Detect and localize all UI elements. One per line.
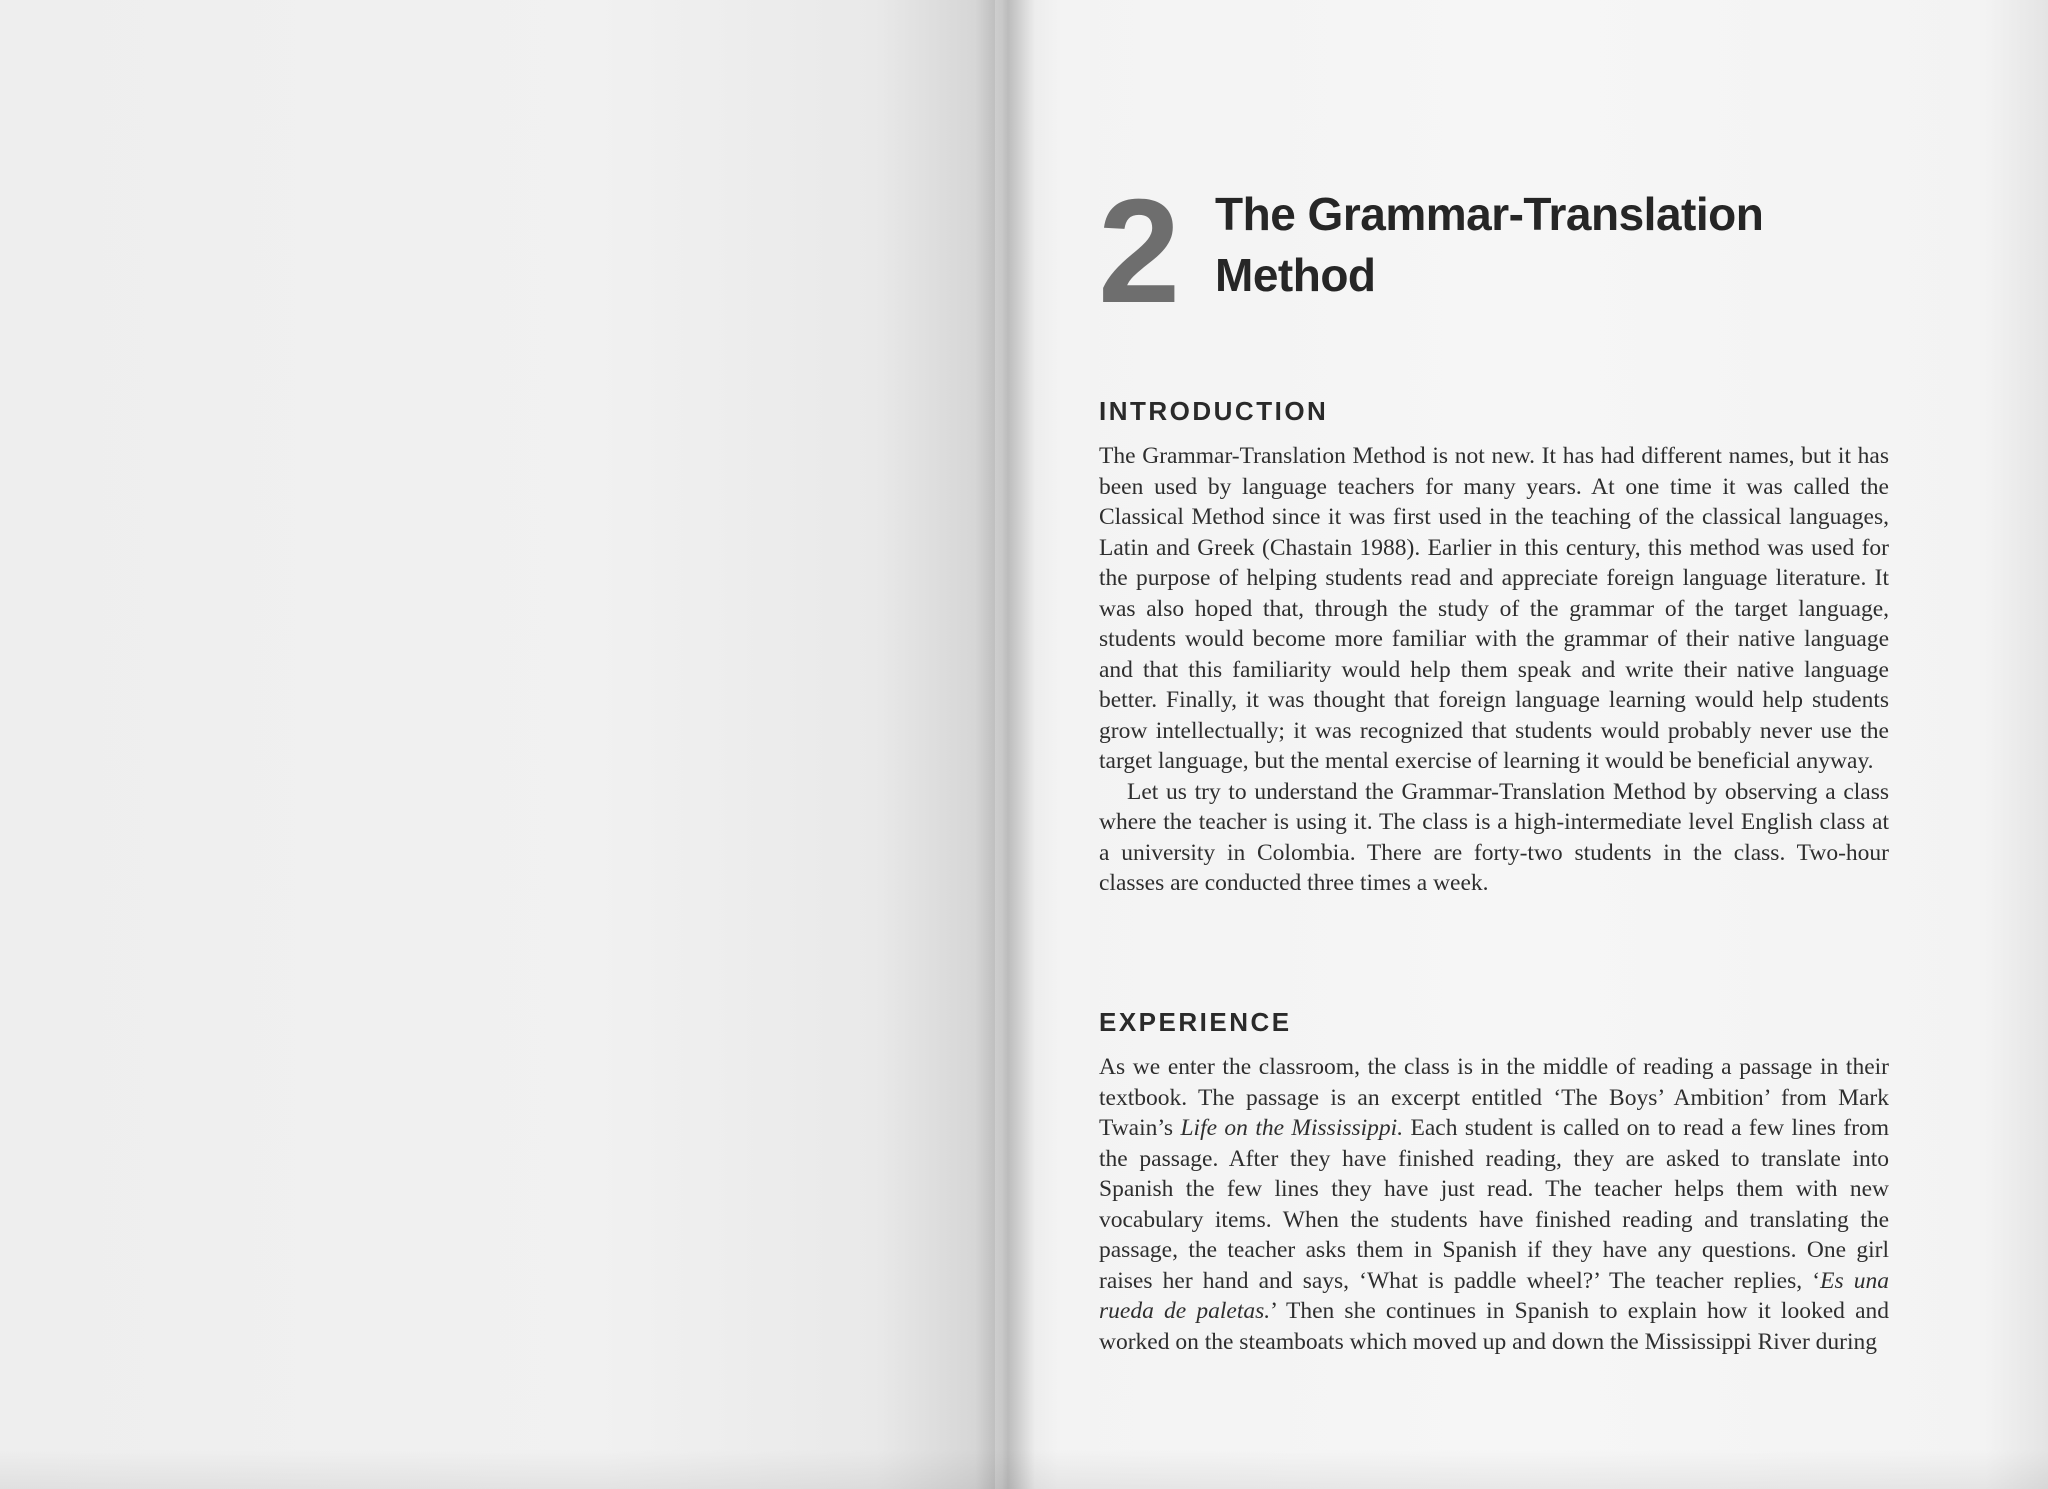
introduction-paragraph-1: The Grammar-Translation Method is not new. It has had different names, but it has been used by language teachers for many years. At one time it was called the Classical Method since it was first used in the teaching of the classical languages, Latin and Greek (Chastain 1988). Earlier in this century, this method was used for the purpose of helping students read and appreciate foreign language literature. It was also hoped that, through the study of the grammar of the target language, students would become more familiar with the grammar of their native language and that this familiarity would help them speak and write their native language better. Finally, it was thought that foreign language learning would help students grow intellectually; it was recognized that students would probably never use the target language, but the mental exercise of learning it would be beneficial anyway. — [1099, 443, 1889, 774]
spanish-phrase-italic: Es una rueda de paletas. — [1099, 1267, 1890, 1324]
left-page — [0, 0, 995, 1489]
chapter-number: 2 — [1098, 169, 1181, 334]
introduction-heading: INTRODUCTION — [1099, 396, 1329, 426]
chapter-title — [1215, 184, 1915, 306]
chapter-title-line2: Method — [1215, 249, 1376, 301]
experience-text — [1099, 1052, 1889, 1357]
experience-text-part-3: ’ Then she continues in Spanish to explain how it looked and worked on the steamboats which moved up and down the Mississippi River during — [1099, 1298, 1889, 1355]
introduction-paragraph-2: Let us try to understand the Grammar-Translation Method by observing a class where the teacher is using it. The class is a high-intermediate level English class at a university in Colombia. There are forty-two students in the class. Two-hour classes are conducted three times a week. — [1099, 778, 1889, 896]
bottom-shadow — [0, 1449, 2048, 1489]
introduction-text — [1099, 441, 1889, 899]
book-title-italic: Life on the Mississippi. — [1180, 1115, 1404, 1141]
experience-text-part-2: Each student is called on to read a few lines from the passage. After they have finished reading, they are asked to translate into Spanish the few lines they have just read. The teacher helps them with new vocabulary items. When the students have finished reading and translating the passage, the teacher asks them in Spanish if they have any questions. One girl raises her hand and says, ‘What is paddle wheel?’ The teacher replies, ‘ — [1099, 1115, 1889, 1294]
experience-heading: EXPERIENCE — [1099, 1007, 1292, 1037]
book-gutter — [975, 0, 1035, 1489]
experience-paragraph — [1099, 1052, 1889, 1357]
chapter-title-line1: The Grammar-Translation — [1215, 188, 1764, 240]
experience-text-part-1: As we enter the classroom, the class is in the middle of reading a passage in their textbook. The passage is an excerpt entitled ‘The Boys’ Ambition’ from Mark Twain’s — [1099, 1054, 1889, 1141]
